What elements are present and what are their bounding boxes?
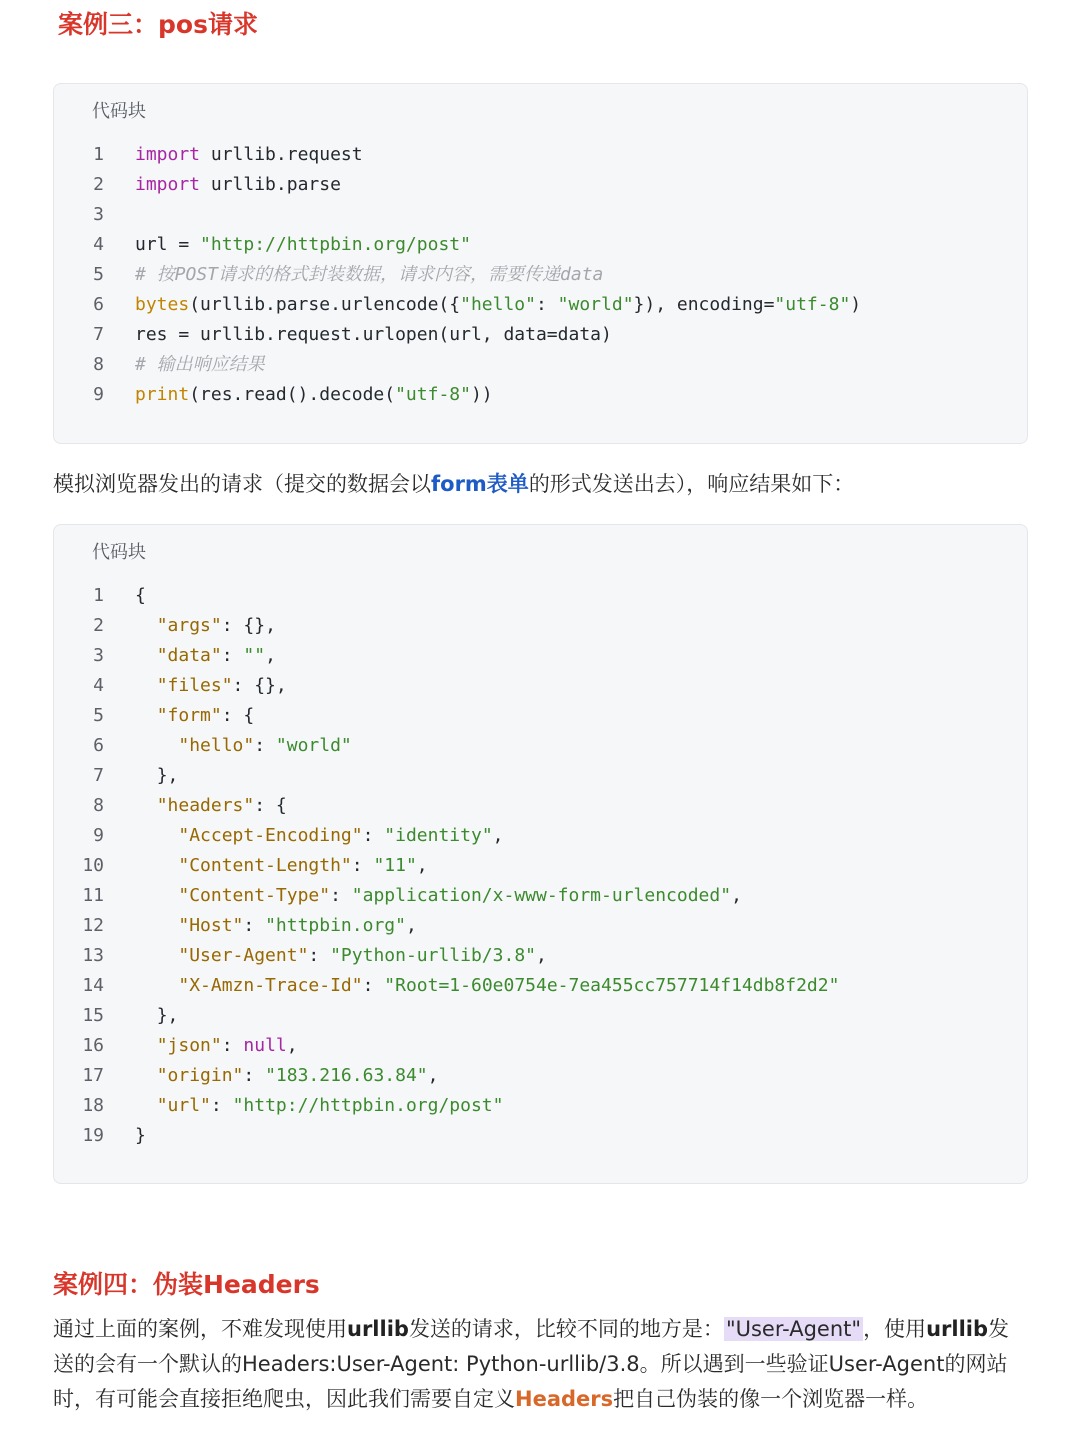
- code-token: :: [210, 1095, 233, 1116]
- text: 发送的会有一个默认的Headers:User-Agent: Python-urllib/3.8。所以遇到一些验证User-Agent的网站时，有可能会直接拒绝爬虫，因此我们需要自定义: [53, 1317, 1009, 1411]
- code-token: "origin": [156, 1065, 244, 1086]
- code-token: "identity": [384, 825, 493, 846]
- code-line: [54, 200, 1027, 230]
- code-token: [135, 975, 178, 996]
- line-number: 5: [93, 264, 104, 285]
- line-number: 5: [93, 705, 104, 726]
- code-token: "Accept-Encoding": [178, 825, 363, 846]
- line-number: 9: [93, 384, 104, 405]
- code-line: [54, 581, 1027, 611]
- code-token: bytes: [135, 294, 190, 315]
- code-token: :: [254, 735, 276, 756]
- code-line: [54, 881, 1027, 911]
- code-token: ,: [536, 945, 547, 966]
- line-number: 10: [82, 855, 104, 876]
- section-heading-case-4: 案例四：伪装Headers: [53, 1270, 320, 1299]
- line-content: [135, 140, 363, 170]
- code-token: :: [243, 915, 266, 936]
- line-number: 14: [82, 975, 104, 996]
- paragraph-headers-description: [53, 1312, 1028, 1417]
- code-line: [54, 1031, 1027, 1061]
- code-token: [135, 945, 178, 966]
- line-number: 11: [82, 885, 104, 906]
- code-token: "data": [156, 645, 222, 666]
- code-token: null: [243, 1035, 287, 1056]
- code-line: [54, 1001, 1027, 1031]
- code-token: [135, 825, 178, 846]
- code-line: [54, 641, 1027, 671]
- code-token: "hello": [460, 294, 536, 315]
- code-token: [135, 1065, 157, 1086]
- code-token: print: [135, 384, 190, 405]
- code-line: [54, 851, 1027, 881]
- code-token: "http://httpbin.org/post": [232, 1095, 504, 1116]
- line-content: [135, 881, 742, 911]
- line-content: [135, 821, 504, 851]
- line-number: 7: [93, 324, 104, 345]
- code-token: ,: [492, 825, 504, 846]
- bold-urllib: urllib: [926, 1317, 988, 1341]
- code-token: "args": [156, 615, 222, 636]
- code-token: "11": [373, 855, 417, 876]
- code-token: ,: [286, 1035, 298, 1056]
- line-content: [135, 380, 493, 410]
- line-content: [135, 260, 603, 290]
- code-token: [135, 855, 178, 876]
- code-token: :: [330, 885, 352, 906]
- code-token: import: [135, 144, 201, 165]
- code-line: [54, 611, 1027, 641]
- code-token: [135, 1005, 157, 1026]
- code-line: [54, 971, 1027, 1001]
- code-token: [135, 885, 178, 906]
- code-token: : {},: [232, 675, 287, 696]
- line-number: 19: [82, 1125, 104, 1146]
- code-token: [135, 915, 178, 936]
- text: 模拟浏览器发出的请求（提交的数据会以: [53, 472, 431, 496]
- code-token: "Content-Length": [178, 855, 352, 876]
- line-number: 8: [93, 354, 104, 375]
- code-token: "Host": [178, 915, 244, 936]
- code-line: [54, 260, 1027, 290]
- code-token: url =: [135, 234, 201, 255]
- code-token: :: [308, 945, 331, 966]
- line-number: 18: [82, 1095, 104, 1116]
- line-number: 1: [93, 585, 104, 606]
- code-token: "http://httpbin.org/post": [200, 234, 471, 255]
- code-token: "form": [156, 705, 222, 726]
- line-content: [135, 290, 861, 320]
- text: ，使用: [863, 1317, 927, 1341]
- code-token: "world": [275, 735, 352, 756]
- code-line: [54, 140, 1027, 170]
- code-content: [54, 140, 1027, 410]
- line-content: [135, 911, 417, 941]
- code-line: [54, 170, 1027, 200]
- line-number: 12: [82, 915, 104, 936]
- code-block-label: 代码块: [92, 542, 146, 563]
- code-token: :: [221, 1035, 244, 1056]
- code-token: ,: [265, 645, 276, 666]
- line-number: 8: [93, 795, 104, 816]
- code-token: ,: [427, 1065, 439, 1086]
- line-content: [135, 170, 341, 200]
- line-number: 3: [93, 645, 104, 666]
- code-line: [54, 791, 1027, 821]
- line-content: [135, 350, 265, 380]
- line-number: 4: [93, 675, 104, 696]
- code-token: "X-Amzn-Trace-Id": [178, 975, 363, 996]
- code-line: [54, 380, 1027, 410]
- code-token: )): [470, 384, 493, 405]
- code-token: urllib.parse: [200, 174, 341, 195]
- code-token: [135, 645, 157, 666]
- code-token: "hello": [178, 735, 255, 756]
- line-content: [135, 581, 146, 611]
- code-token: [135, 735, 178, 756]
- code-token: :: [243, 1065, 266, 1086]
- code-token: : {: [254, 795, 287, 816]
- code-token: res = urllib.request.urlopen(url, data=data): [135, 324, 612, 345]
- code-token: {: [135, 585, 146, 606]
- code-block-label: 代码块: [92, 101, 146, 122]
- line-content: [135, 1091, 504, 1121]
- code-line: [54, 320, 1027, 350]
- line-content: [135, 851, 428, 881]
- line-content: [135, 230, 471, 260]
- code-token: "world": [557, 294, 634, 315]
- code-token: ): [850, 294, 862, 315]
- line-content: [135, 1031, 298, 1061]
- code-token: [135, 615, 157, 636]
- code-token: ,: [731, 885, 742, 906]
- code-line: [54, 701, 1027, 731]
- line-content: [135, 611, 276, 641]
- line-number: 1: [93, 144, 104, 165]
- line-content: [135, 761, 178, 791]
- line-number: 6: [93, 294, 104, 315]
- code-token: "headers": [156, 795, 255, 816]
- code-token: "utf-8": [395, 384, 471, 405]
- code-line: [54, 1121, 1027, 1151]
- line-content: [135, 791, 287, 821]
- code-token: "Python-urllib/3.8": [330, 945, 536, 966]
- code-block-python: [53, 83, 1028, 444]
- code-token: ,: [416, 855, 428, 876]
- line-number: 17: [82, 1065, 104, 1086]
- code-content: [54, 581, 1027, 1151]
- code-token: :: [351, 855, 374, 876]
- line-number: 9: [93, 825, 104, 846]
- line-content: [135, 701, 254, 731]
- code-token: }), encoding=: [633, 294, 775, 315]
- code-token: },: [156, 765, 179, 786]
- code-line: [54, 731, 1027, 761]
- code-token: [135, 765, 157, 786]
- section-heading-case-3: 案例三：pos请求: [58, 10, 258, 39]
- line-content: [135, 1061, 438, 1091]
- bold-urllib: urllib: [347, 1317, 409, 1341]
- code-token: "": [243, 645, 266, 666]
- code-token: "url": [156, 1095, 211, 1116]
- line-number: 3: [93, 204, 104, 225]
- code-token: # 按POST请求的格式封装数据，请求内容，需要传递data: [135, 264, 604, 285]
- code-token: :: [221, 645, 244, 666]
- code-block-json-response: [53, 524, 1028, 1184]
- code-token: "json": [156, 1035, 222, 1056]
- code-line: [54, 1091, 1027, 1121]
- code-line: [54, 941, 1027, 971]
- code-token: : {: [221, 705, 255, 726]
- line-number: 2: [93, 615, 104, 636]
- code-line: [54, 230, 1027, 260]
- line-content: [135, 320, 612, 350]
- code-line: [54, 761, 1027, 791]
- code-token: "Root=1-60e0754e-7ea455cc757714f14db8f2d2": [384, 975, 840, 996]
- code-token: ,: [405, 915, 417, 936]
- line-content: [135, 941, 547, 971]
- code-token: }: [135, 1125, 146, 1146]
- line-content: [135, 1121, 146, 1151]
- code-line: [54, 671, 1027, 701]
- code-token: [135, 705, 157, 726]
- code-token: :: [362, 975, 385, 996]
- code-token: "httpbin.org": [265, 915, 406, 936]
- line-number: 6: [93, 735, 104, 756]
- code-line: [54, 290, 1027, 320]
- line-number: 4: [93, 234, 104, 255]
- code-token: (res.read().decode(: [189, 384, 396, 405]
- line-content: [135, 641, 276, 671]
- code-token: [135, 1095, 157, 1116]
- code-token: :: [362, 825, 385, 846]
- code-token: "183.216.63.84": [265, 1065, 428, 1086]
- code-token: "application/x-www-form-urlencoded": [351, 885, 732, 906]
- line-content: [135, 971, 839, 1001]
- paragraph-request-description: [53, 467, 1028, 502]
- text: 把自己伪装的像一个浏览器一样。: [613, 1387, 929, 1411]
- code-line: [54, 911, 1027, 941]
- text: 通过上面的案例，不难发现使用: [53, 1317, 347, 1341]
- line-number: 2: [93, 174, 104, 195]
- code-token: "User-Agent": [178, 945, 309, 966]
- highlight-form: form表单: [431, 472, 529, 496]
- highlight-user-agent: "User-Agent": [725, 1317, 862, 1341]
- code-token: "Content-Type": [178, 885, 331, 906]
- text: 的形式发送出去），响应结果如下：: [528, 472, 855, 496]
- line-number: 13: [82, 945, 104, 966]
- code-line: [54, 1061, 1027, 1091]
- line-content: [135, 731, 352, 761]
- code-token: # 输出响应结果: [135, 354, 265, 375]
- line-number: 7: [93, 765, 104, 786]
- line-content: [135, 671, 287, 701]
- code-token: (urllib.parse.urlencode({: [189, 294, 461, 315]
- code-token: [135, 795, 157, 816]
- code-token: :: [535, 294, 558, 315]
- code-token: "utf-8": [774, 294, 851, 315]
- code-token: [135, 1035, 157, 1056]
- code-token: },: [156, 1005, 179, 1026]
- line-number: 15: [82, 1005, 104, 1026]
- code-line: [54, 350, 1027, 380]
- highlight-headers: Headers: [515, 1387, 614, 1411]
- code-token: urllib.request: [200, 144, 363, 165]
- text: 发送的请求，比较不同的地方是：: [408, 1317, 724, 1341]
- code-token: : {},: [221, 615, 276, 636]
- code-token: import: [135, 174, 201, 195]
- line-number: 16: [82, 1035, 104, 1056]
- code-token: "files": [156, 675, 233, 696]
- code-line: [54, 821, 1027, 851]
- line-content: [135, 1001, 178, 1031]
- code-token: [135, 675, 157, 696]
